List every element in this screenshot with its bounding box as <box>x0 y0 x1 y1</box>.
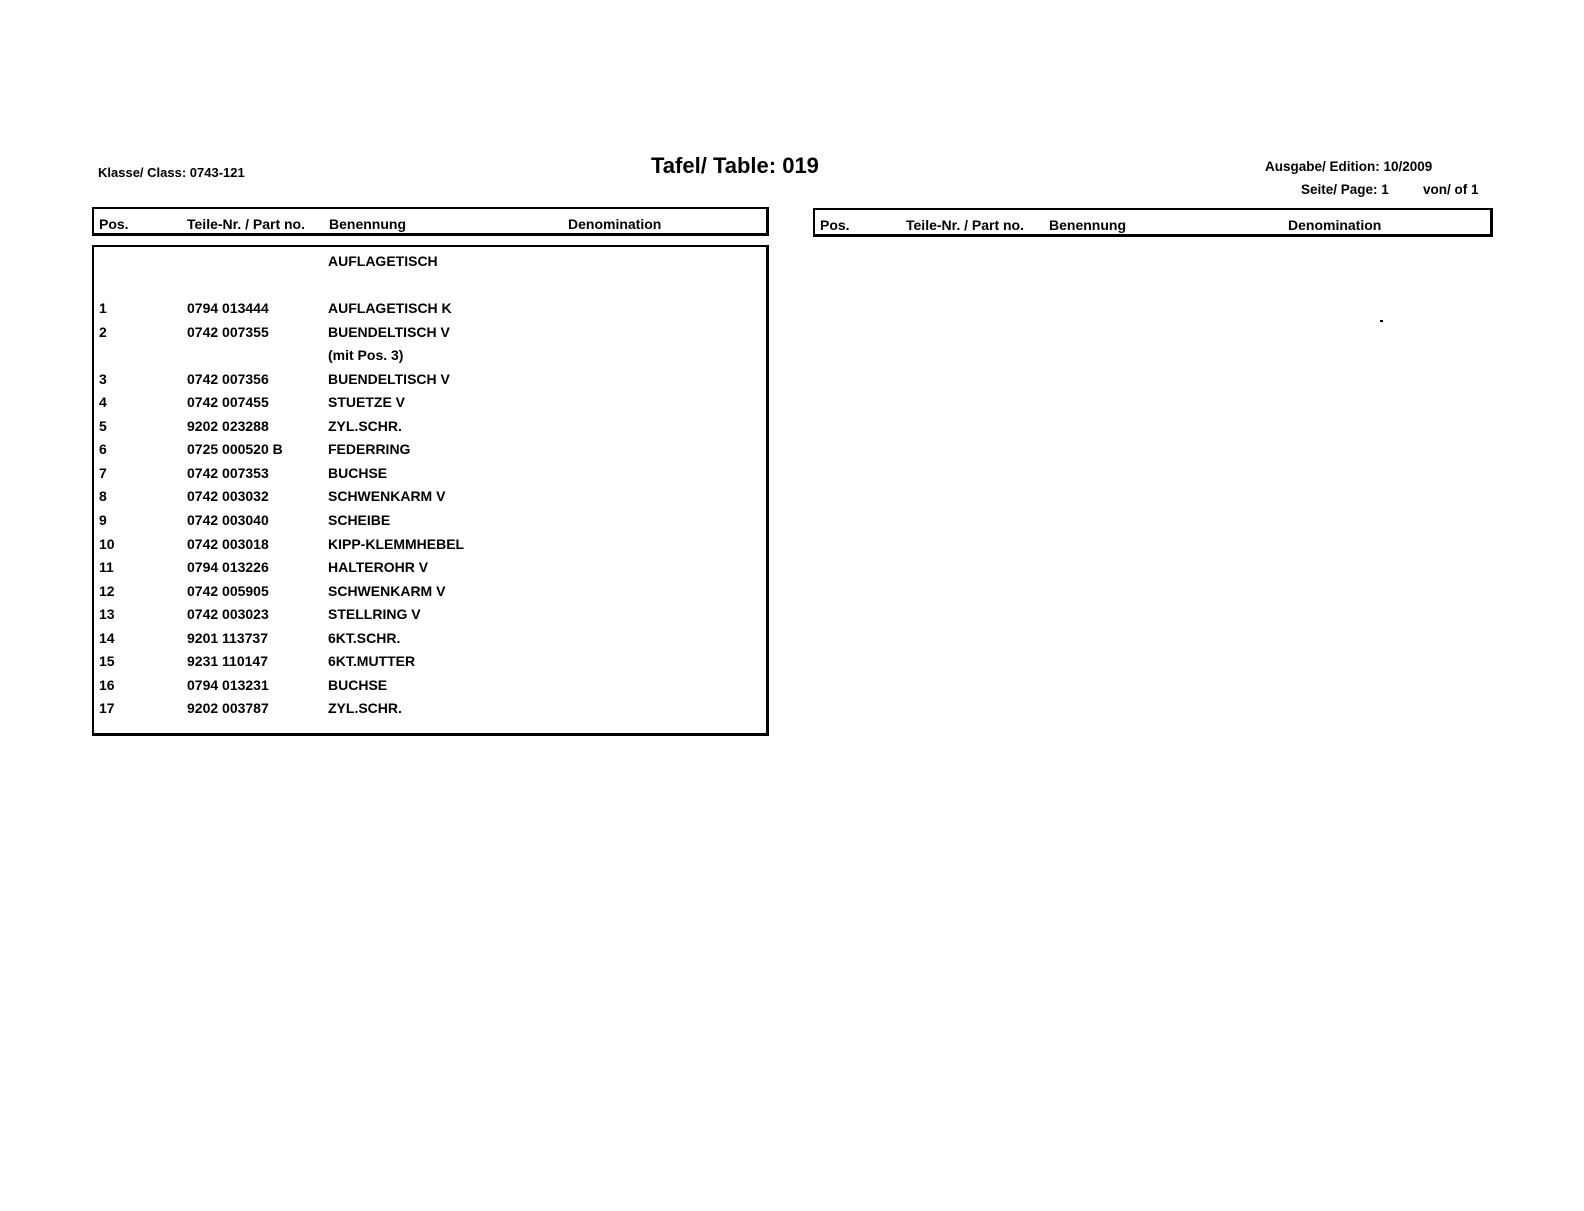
table-row <box>94 536 766 559</box>
row-pos: 11 <box>99 559 114 576</box>
col-pos-header: Pos. <box>820 217 850 233</box>
group-title-row <box>94 253 766 276</box>
class-label: Klasse/ Class: 0743-121 <box>98 165 245 180</box>
row-name: 6KT.MUTTER <box>328 653 416 670</box>
row-name: SCHEIBE <box>328 511 391 528</box>
page-label: Seite/ Page: 1 <box>1301 182 1389 197</box>
row-pos: 9 <box>99 511 107 528</box>
row-part-number: 9202 023288 <box>187 417 269 434</box>
col-pos-header: Pos. <box>99 216 129 232</box>
row-part-number: 9231 110147 <box>187 653 268 670</box>
row-name: ZYL.SCHR. <box>328 417 402 434</box>
row-part-number: 0742 003018 <box>187 535 269 552</box>
page-total-label: von/ of 1 <box>1423 182 1479 197</box>
row-part-number: 0742 005905 <box>187 582 269 599</box>
row-part-number: 0742 007356 <box>187 370 269 387</box>
row-part-number: 0742 003040 <box>187 511 269 528</box>
table-row <box>94 606 766 629</box>
left-table-header <box>92 207 769 236</box>
row-pos: 8 <box>99 488 107 505</box>
row-pos: 4 <box>99 394 107 411</box>
table-row <box>94 441 766 464</box>
parts-table <box>92 245 769 736</box>
table-row <box>94 700 766 723</box>
row-pos: 5 <box>99 417 107 434</box>
row-pos: 1 <box>99 300 107 316</box>
row-pos: 17 <box>99 700 115 717</box>
row-name: BUENDELTISCH V <box>328 323 450 340</box>
table-row <box>94 677 766 700</box>
row-part-number: 9202 003787 <box>187 700 269 717</box>
row-part-number: 9201 113737 <box>187 629 268 646</box>
table-row <box>94 324 766 347</box>
row-name: HALTEROHR V <box>328 559 429 576</box>
row-pos: 14 <box>99 629 115 646</box>
table-row <box>94 300 766 323</box>
row-part-number: 0742 007355 <box>187 323 269 340</box>
group-title: AUFLAGETISCH <box>328 253 438 269</box>
table-row <box>94 512 766 535</box>
edition-label: Ausgabe/ Edition: 10/2009 <box>1265 159 1433 174</box>
row-name: (mit Pos. 3) <box>328 347 404 364</box>
row-part-number: 0794 013226 <box>187 559 269 576</box>
col-name-header: Benennung <box>329 216 406 232</box>
row-pos: 13 <box>99 606 115 623</box>
table-title: Tafel/ Table: 019 <box>651 153 819 178</box>
row-name: FEDERRING <box>328 441 411 458</box>
row-name: 6KT.SCHR. <box>328 629 401 646</box>
row-part-number: 0742 007455 <box>187 394 269 411</box>
table-row <box>94 465 766 488</box>
row-name: SCHWENKARM V <box>328 488 446 505</box>
row-pos: 12 <box>99 582 115 599</box>
table-row <box>94 630 766 653</box>
row-name: ZYL.SCHR. <box>328 700 402 717</box>
row-part-number: 0794 013231 <box>187 676 269 693</box>
row-name: STUETZE V <box>328 394 406 411</box>
print-speck <box>1380 320 1383 322</box>
row-name: BUCHSE <box>328 464 388 481</box>
row-part-number: 0725 000520 B <box>187 441 283 458</box>
row-part-number: 0742 007353 <box>187 464 269 481</box>
row-pos: 15 <box>99 653 115 670</box>
row-name: AUFLAGETISCH K <box>328 300 452 316</box>
row-pos: 2 <box>99 323 107 340</box>
row-part-number: 0742 003023 <box>187 606 269 623</box>
table-row <box>94 488 766 511</box>
row-pos: 6 <box>99 441 107 458</box>
col-part-header: Teile-Nr. / Part no. <box>906 217 1024 233</box>
row-pos: 16 <box>99 676 115 693</box>
right-table-header <box>813 208 1493 237</box>
col-denomination-header: Denomination <box>1288 217 1382 233</box>
table-row <box>94 371 766 394</box>
table-row <box>94 347 766 370</box>
row-part-number: 0742 003032 <box>187 488 269 505</box>
row-pos: 7 <box>99 464 107 481</box>
row-pos: 3 <box>99 370 107 387</box>
table-row <box>94 583 766 606</box>
table-row <box>94 394 766 417</box>
row-name: BUENDELTISCH V <box>328 370 450 387</box>
row-part-number: 0794 013444 <box>187 300 269 316</box>
col-part-header: Teile-Nr. / Part no. <box>187 216 305 232</box>
table-row <box>94 653 766 676</box>
row-name: BUCHSE <box>328 676 388 693</box>
col-name-header: Benennung <box>1049 217 1126 233</box>
row-name: SCHWENKARM V <box>328 582 446 599</box>
row-name: STELLRING V <box>328 606 421 623</box>
row-name: KIPP-KLEMMHEBEL <box>328 535 465 552</box>
col-denomination-header: Denomination <box>568 216 662 232</box>
table-row <box>94 559 766 582</box>
row-pos: 10 <box>99 535 115 552</box>
table-row <box>94 418 766 441</box>
